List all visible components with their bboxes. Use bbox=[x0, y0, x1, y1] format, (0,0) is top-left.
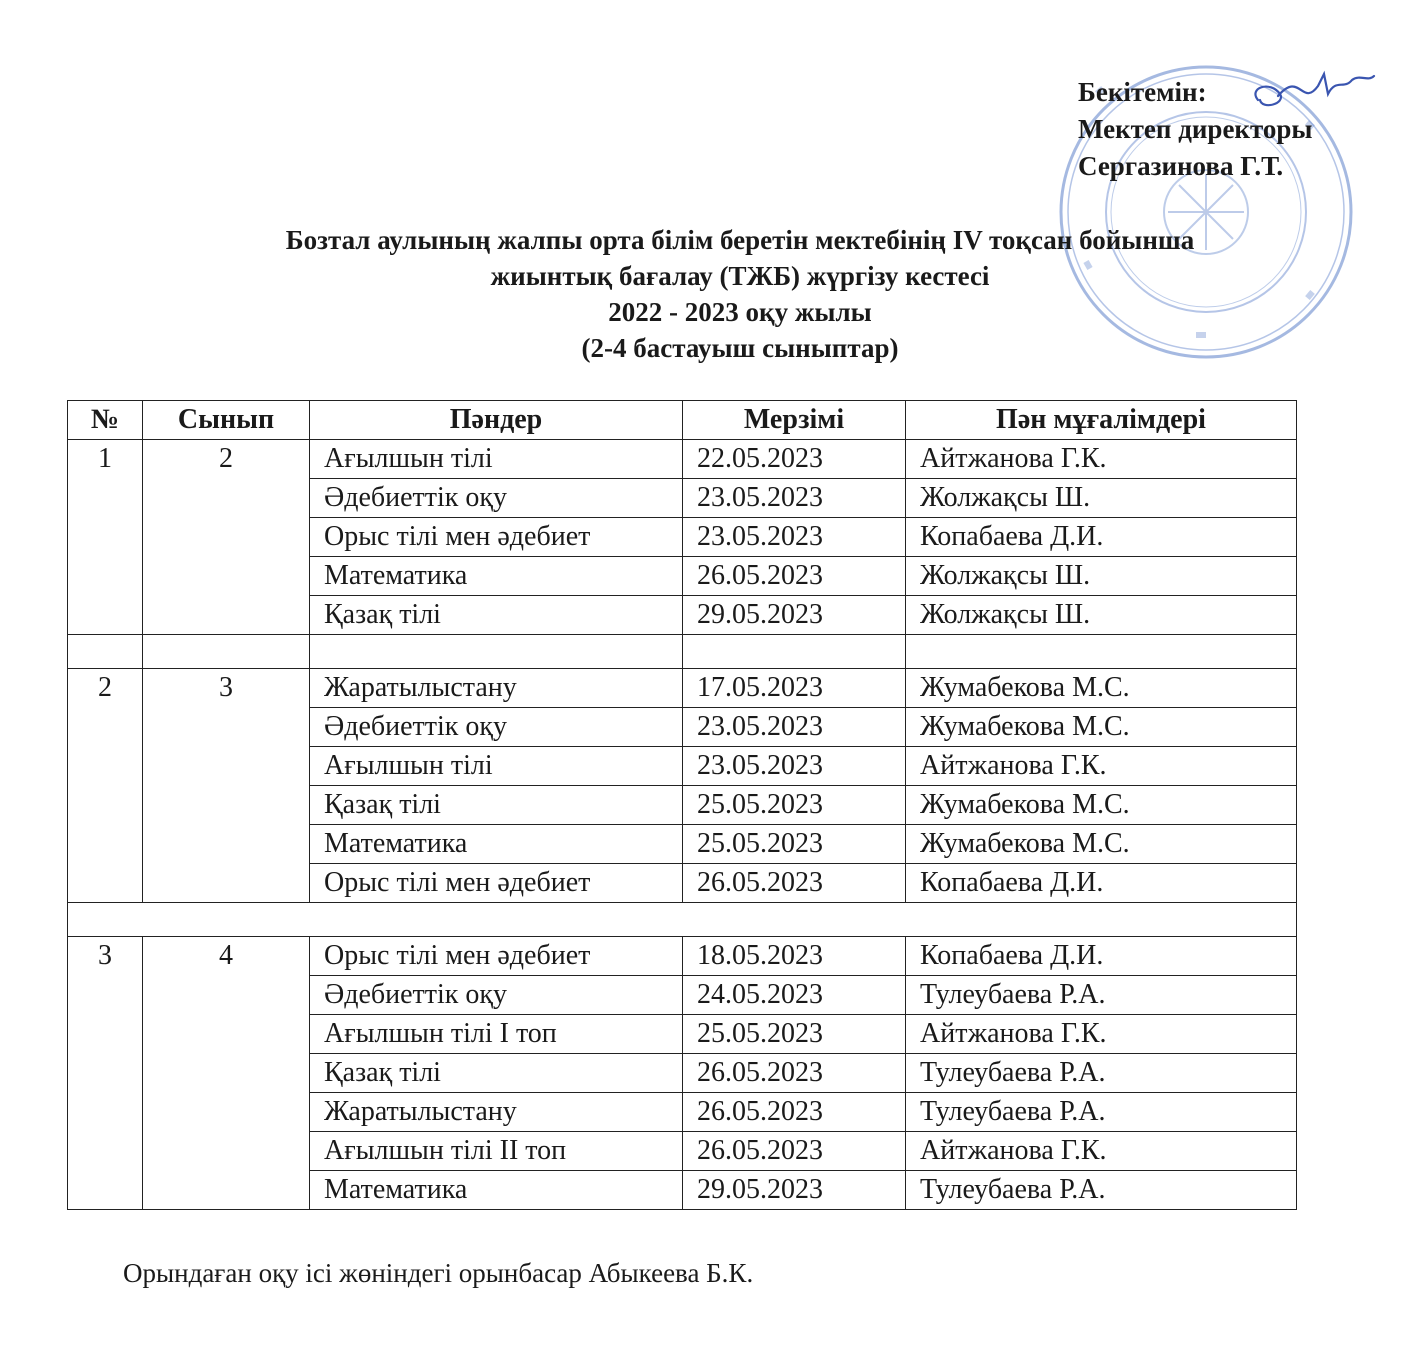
teacher-cell: Тулеубаева Р.А. bbox=[906, 1054, 1297, 1093]
date-cell: 26.05.2023 bbox=[683, 864, 906, 903]
subject-cell: Жаратылыстану bbox=[310, 669, 683, 708]
date-cell: 26.05.2023 bbox=[683, 1054, 906, 1093]
date-cell: 25.05.2023 bbox=[683, 1015, 906, 1054]
date-cell: 23.05.2023 bbox=[683, 518, 906, 557]
header-teachers: Пән мұғалімдері bbox=[906, 401, 1297, 440]
teacher-cell: Айтжанова Г.К. bbox=[906, 440, 1297, 479]
empty-separator-row bbox=[68, 635, 1297, 669]
teacher-cell: Копабаева Д.И. bbox=[906, 864, 1297, 903]
title-line-4: (2-4 бастауыш сыныптар) bbox=[581, 333, 899, 363]
subject-cell: Математика bbox=[310, 1171, 683, 1210]
teacher-cell: Копабаева Д.И. bbox=[906, 518, 1297, 557]
date-cell: 25.05.2023 bbox=[683, 825, 906, 864]
teacher-cell: Жолжақсы Ш. bbox=[906, 557, 1297, 596]
date-cell: 22.05.2023 bbox=[683, 440, 906, 479]
table-row bbox=[68, 440, 1297, 479]
group-number: 1 bbox=[68, 440, 143, 635]
date-cell: 29.05.2023 bbox=[683, 1171, 906, 1210]
teacher-cell: Жумабекова М.С. bbox=[906, 825, 1297, 864]
subject-cell: Жаратылыстану bbox=[310, 1093, 683, 1132]
subject-cell: Ағылшын тілі bbox=[310, 440, 683, 479]
teacher-cell: Тулеубаева Р.А. bbox=[906, 1093, 1297, 1132]
empty-cell bbox=[68, 635, 143, 669]
subject-cell: Әдебиеттік оқу bbox=[310, 976, 683, 1015]
date-cell: 23.05.2023 bbox=[683, 747, 906, 786]
empty-cell bbox=[310, 635, 683, 669]
subject-cell: Математика bbox=[310, 557, 683, 596]
footer-signature-line: Орындаған оқу ісі жөніндегі орынбасар Абыкеева Б.К. bbox=[123, 1258, 754, 1288]
subject-cell: Әдебиеттік оқу bbox=[310, 708, 683, 747]
date-cell: 26.05.2023 bbox=[683, 557, 906, 596]
teacher-cell: Айтжанова Г.К. bbox=[906, 747, 1297, 786]
subject-cell: Математика bbox=[310, 825, 683, 864]
empty-cell bbox=[683, 635, 906, 669]
group-grade: 3 bbox=[143, 669, 310, 903]
teacher-cell: Айтжанова Г.К. bbox=[906, 1132, 1297, 1171]
table-row bbox=[68, 669, 1297, 708]
subject-cell: Орыс тілі мен әдебиет bbox=[310, 518, 683, 557]
group-grade: 2 bbox=[143, 440, 310, 635]
subject-cell: Ағылшын тілі І топ bbox=[310, 1015, 683, 1054]
subject-cell: Қазақ тілі bbox=[310, 1054, 683, 1093]
title-line-3: 2022 - 2023 оқу жылы bbox=[608, 297, 872, 327]
teacher-cell: Жумабекова М.С. bbox=[906, 708, 1297, 747]
subject-cell: Қазақ тілі bbox=[310, 596, 683, 635]
teacher-cell: Тулеубаева Р.А. bbox=[906, 1171, 1297, 1210]
group-grade: 4 bbox=[143, 937, 310, 1210]
header-grade: Сынып bbox=[143, 401, 310, 440]
date-cell: 18.05.2023 bbox=[683, 937, 906, 976]
table-header-row bbox=[68, 401, 1297, 440]
document-title bbox=[140, 222, 1340, 366]
subject-cell: Орыс тілі мен әдебиет bbox=[310, 864, 683, 903]
empty-cell bbox=[68, 903, 1297, 937]
date-cell: 24.05.2023 bbox=[683, 976, 906, 1015]
approval-position: Мектеп директоры bbox=[1078, 114, 1313, 144]
teacher-cell: Жумабекова М.С. bbox=[906, 669, 1297, 708]
date-cell: 17.05.2023 bbox=[683, 669, 906, 708]
subject-cell: Ағылшын тілі bbox=[310, 747, 683, 786]
teacher-cell: Тулеубаева Р.А. bbox=[906, 976, 1297, 1015]
empty-cell bbox=[143, 635, 310, 669]
subject-cell: Орыс тілі мен әдебиет bbox=[310, 937, 683, 976]
assessment-schedule-table bbox=[67, 400, 1297, 1210]
date-cell: 23.05.2023 bbox=[683, 479, 906, 518]
group-number: 3 bbox=[68, 937, 143, 1210]
header-subjects: Пәндер bbox=[310, 401, 683, 440]
teacher-cell: Жолжақсы Ш. bbox=[906, 596, 1297, 635]
title-line-1: Бозтал аулының жалпы орта білім беретін мектебінің IV тоқсан бойынша bbox=[285, 225, 1195, 255]
approval-label: Бекітемін: bbox=[1078, 77, 1207, 107]
date-cell: 29.05.2023 bbox=[683, 596, 906, 635]
header-date: Мерзімі bbox=[683, 401, 906, 440]
date-cell: 26.05.2023 bbox=[683, 1093, 906, 1132]
teacher-cell: Жумабекова М.С. bbox=[906, 786, 1297, 825]
approval-director-name: Сергазинова Г.Т. bbox=[1078, 151, 1284, 181]
teacher-cell: Жолжақсы Ш. bbox=[906, 479, 1297, 518]
empty-separator-row bbox=[68, 903, 1297, 937]
empty-cell bbox=[906, 635, 1297, 669]
teacher-cell: Айтжанова Г.К. bbox=[906, 1015, 1297, 1054]
teacher-cell: Копабаева Д.И. bbox=[906, 937, 1297, 976]
date-cell: 25.05.2023 bbox=[683, 786, 906, 825]
group-number: 2 bbox=[68, 669, 143, 903]
date-cell: 23.05.2023 bbox=[683, 708, 906, 747]
subject-cell: Ағылшын тілі ІІ топ bbox=[310, 1132, 683, 1171]
date-cell: 26.05.2023 bbox=[683, 1132, 906, 1171]
header-number: № bbox=[68, 401, 143, 440]
subject-cell: Қазақ тілі bbox=[310, 786, 683, 825]
table-row bbox=[68, 937, 1297, 976]
title-line-2: жиынтық бағалау (ТЖБ) жүргізу кестесі bbox=[490, 261, 990, 291]
approval-block bbox=[1078, 74, 1313, 185]
subject-cell: Әдебиеттік оқу bbox=[310, 479, 683, 518]
